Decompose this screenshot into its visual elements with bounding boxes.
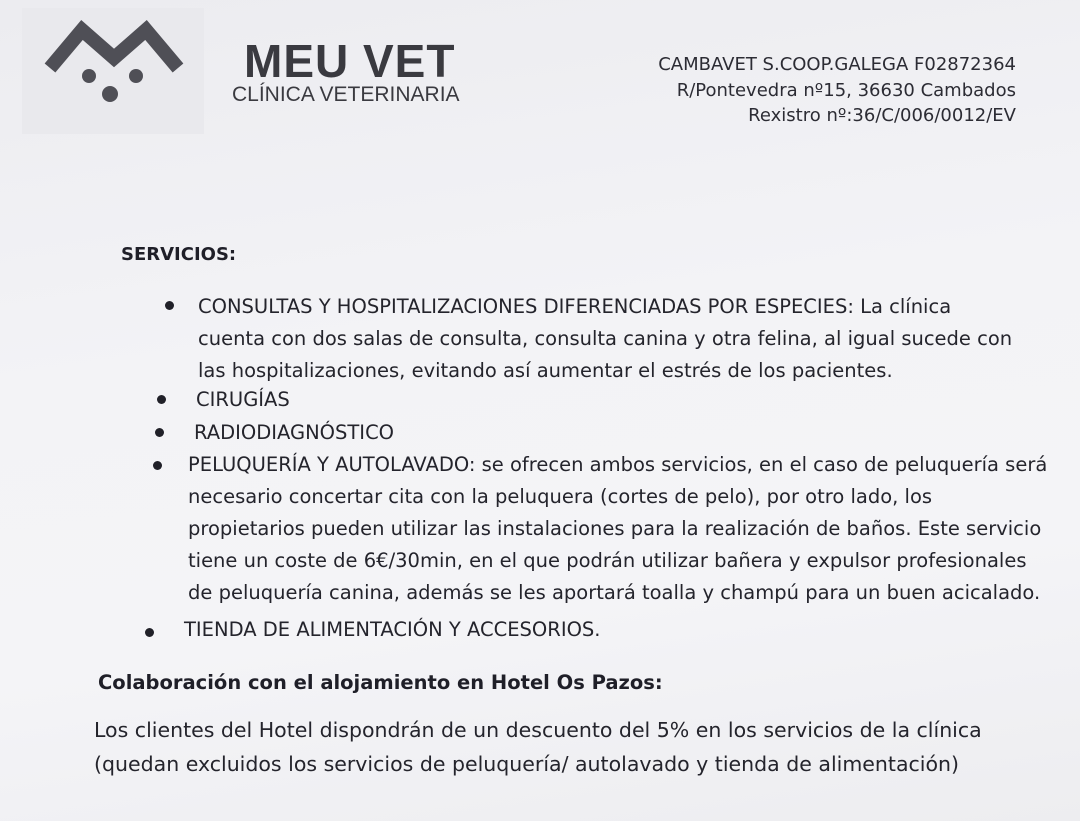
- services-heading: SERVICIOS:: [121, 244, 237, 265]
- collaboration-heading: Colaboración con el alojamiento en Hotel Os Pazos:: [98, 671, 663, 694]
- service-item-shop: TIENDA DE ALIMENTACIÓN Y ACCESORIOS.: [184, 618, 601, 641]
- address-line: R/Pontevedra nº15, 36630 Cambados: [676, 79, 1016, 101]
- service-item-radiodiagnosis: RADIODIAGNÓSTICO: [194, 421, 395, 444]
- bullet-icon: [155, 428, 164, 437]
- bullet-icon: [145, 628, 154, 637]
- service-item-grooming: PELUQUERÍA Y AUTOLAVADO: se ofrecen ambos servicios, en el caso de peluquería será necesario concertar cita con la peluquera (cortes de pelo), por otro lado, los propietarios pueden utilizar las instalaciones para la realización de baños. Este servicio tiene un coste de 6€/30min, en el que podrán utilizar bañera y expulsor profesionales de peluquería canina, además se les aportará toalla y champú para un buen acicalado.: [188, 453, 1048, 604]
- paw-m-logo-icon: [22, 8, 204, 134]
- bullet-icon: [153, 461, 162, 470]
- logo: [22, 8, 204, 134]
- bullet-icon: [165, 301, 174, 310]
- collaboration-text: Los clientes del Hotel dispondrán de un descuento del 5% en los servicios de la clínica (quedan excluidos los servicios de peluquería/ autolavado y tienda de alimentación): [94, 718, 982, 776]
- brand-subtitle: CLÍNICA VETERINARIA: [232, 83, 460, 106]
- address-line: Rexistro nº:36/C/006/0012/EV: [748, 105, 1016, 126]
- service-item-surgery: CIRUGÍAS: [196, 388, 290, 411]
- service-item-consultations: CONSULTAS Y HOSPITALIZACIONES DIFERENCIADAS POR ESPECIES: La clínica cuenta con dos salas de consulta, consulta canina y otra felina, al igual sucede con las hospitalizaciones, evitando así aumentar el estrés de los pacientes.: [198, 295, 1013, 382]
- brand-name: MEU VET: [244, 35, 456, 87]
- clinic-address: [658, 52, 1016, 129]
- address-line: CAMBAVET S.COOP.GALEGA F02872364: [658, 54, 1016, 75]
- bullet-icon: [157, 395, 166, 404]
